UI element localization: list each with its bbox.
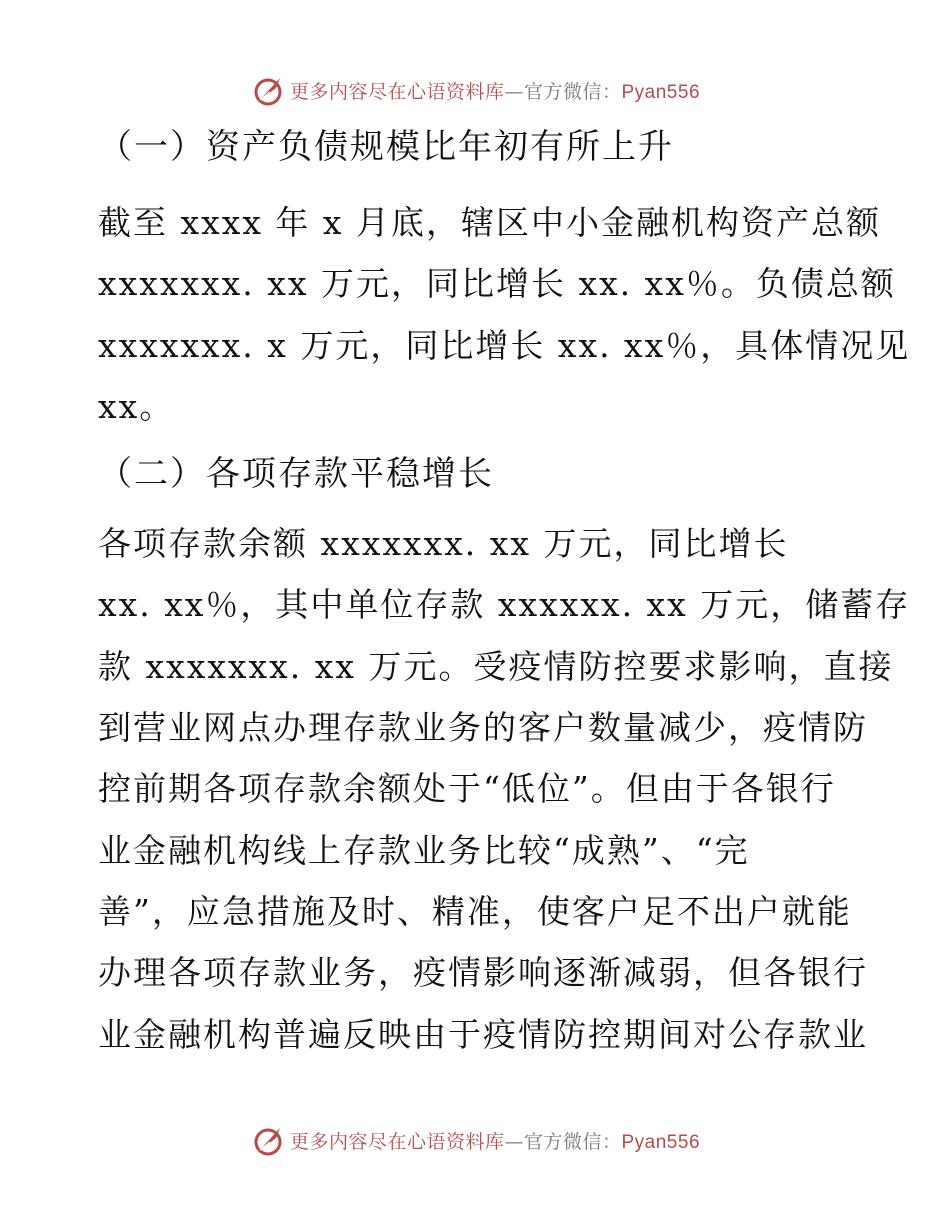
- paragraph-line: xxxxxxx. x 万元，同比增长 xx. xx％，具体情况见: [98, 325, 911, 365]
- footer-watermark: [0, 1120, 950, 1160]
- watermark-text: 更多内容尽在心语资料库—官方微信：Pyan556: [289, 1130, 701, 1153]
- section-paragraph-2: [98, 513, 911, 1065]
- section-heading-2: （二）各项存款平稳增长: [98, 454, 494, 495]
- paragraph-line: 业金融机构普遍反映由于疫情防控期间对公存款业: [98, 1014, 868, 1054]
- header-watermark: [0, 70, 950, 110]
- paragraph-line: 办理各项存款业务，疫情影响逐渐减弱，但各银行: [98, 953, 868, 993]
- paragraph-line: 款 xxxxxxx. xx 万元。受疫情防控要求影响，直接: [98, 646, 894, 686]
- quill-logo-icon: [250, 1122, 286, 1158]
- paragraph-line: 业金融机构线上存款业务比较“成熟”、“完: [98, 830, 750, 870]
- paragraph-line: xx。: [98, 386, 175, 426]
- paragraph-line: xx. xx％，其中单位存款 xxxxxx. xx 万元，储蓄存: [98, 585, 911, 625]
- section-paragraph-1: [98, 192, 911, 437]
- paragraph-line: 各项存款余额 xxxxxxx. xx 万元，同比增长: [98, 524, 789, 564]
- section-heading-1: （一）资产负债规模比年初有所上升: [98, 127, 674, 167]
- document-body: [98, 118, 911, 1065]
- paragraph-line: 到营业网点办理存款业务的客户数量减少，疫情防: [98, 708, 868, 748]
- paragraph-line: 截至 xxxx 年 x 月底，辖区中小金融机构资产总额: [98, 203, 882, 242]
- paragraph-line: 善”，应急措施及时、精准，使客户足不出户就能: [98, 891, 852, 931]
- paragraph-line: xxxxxxx. xx 万元，同比增长 xx. xx％。负债总额: [98, 264, 896, 304]
- watermark-text: 更多内容尽在心语资料库—官方微信：Pyan556: [289, 80, 701, 103]
- quill-logo-icon: [250, 72, 286, 108]
- paragraph-line: 控前期各项存款余额处于“低位”。但由于各银行: [98, 769, 836, 809]
